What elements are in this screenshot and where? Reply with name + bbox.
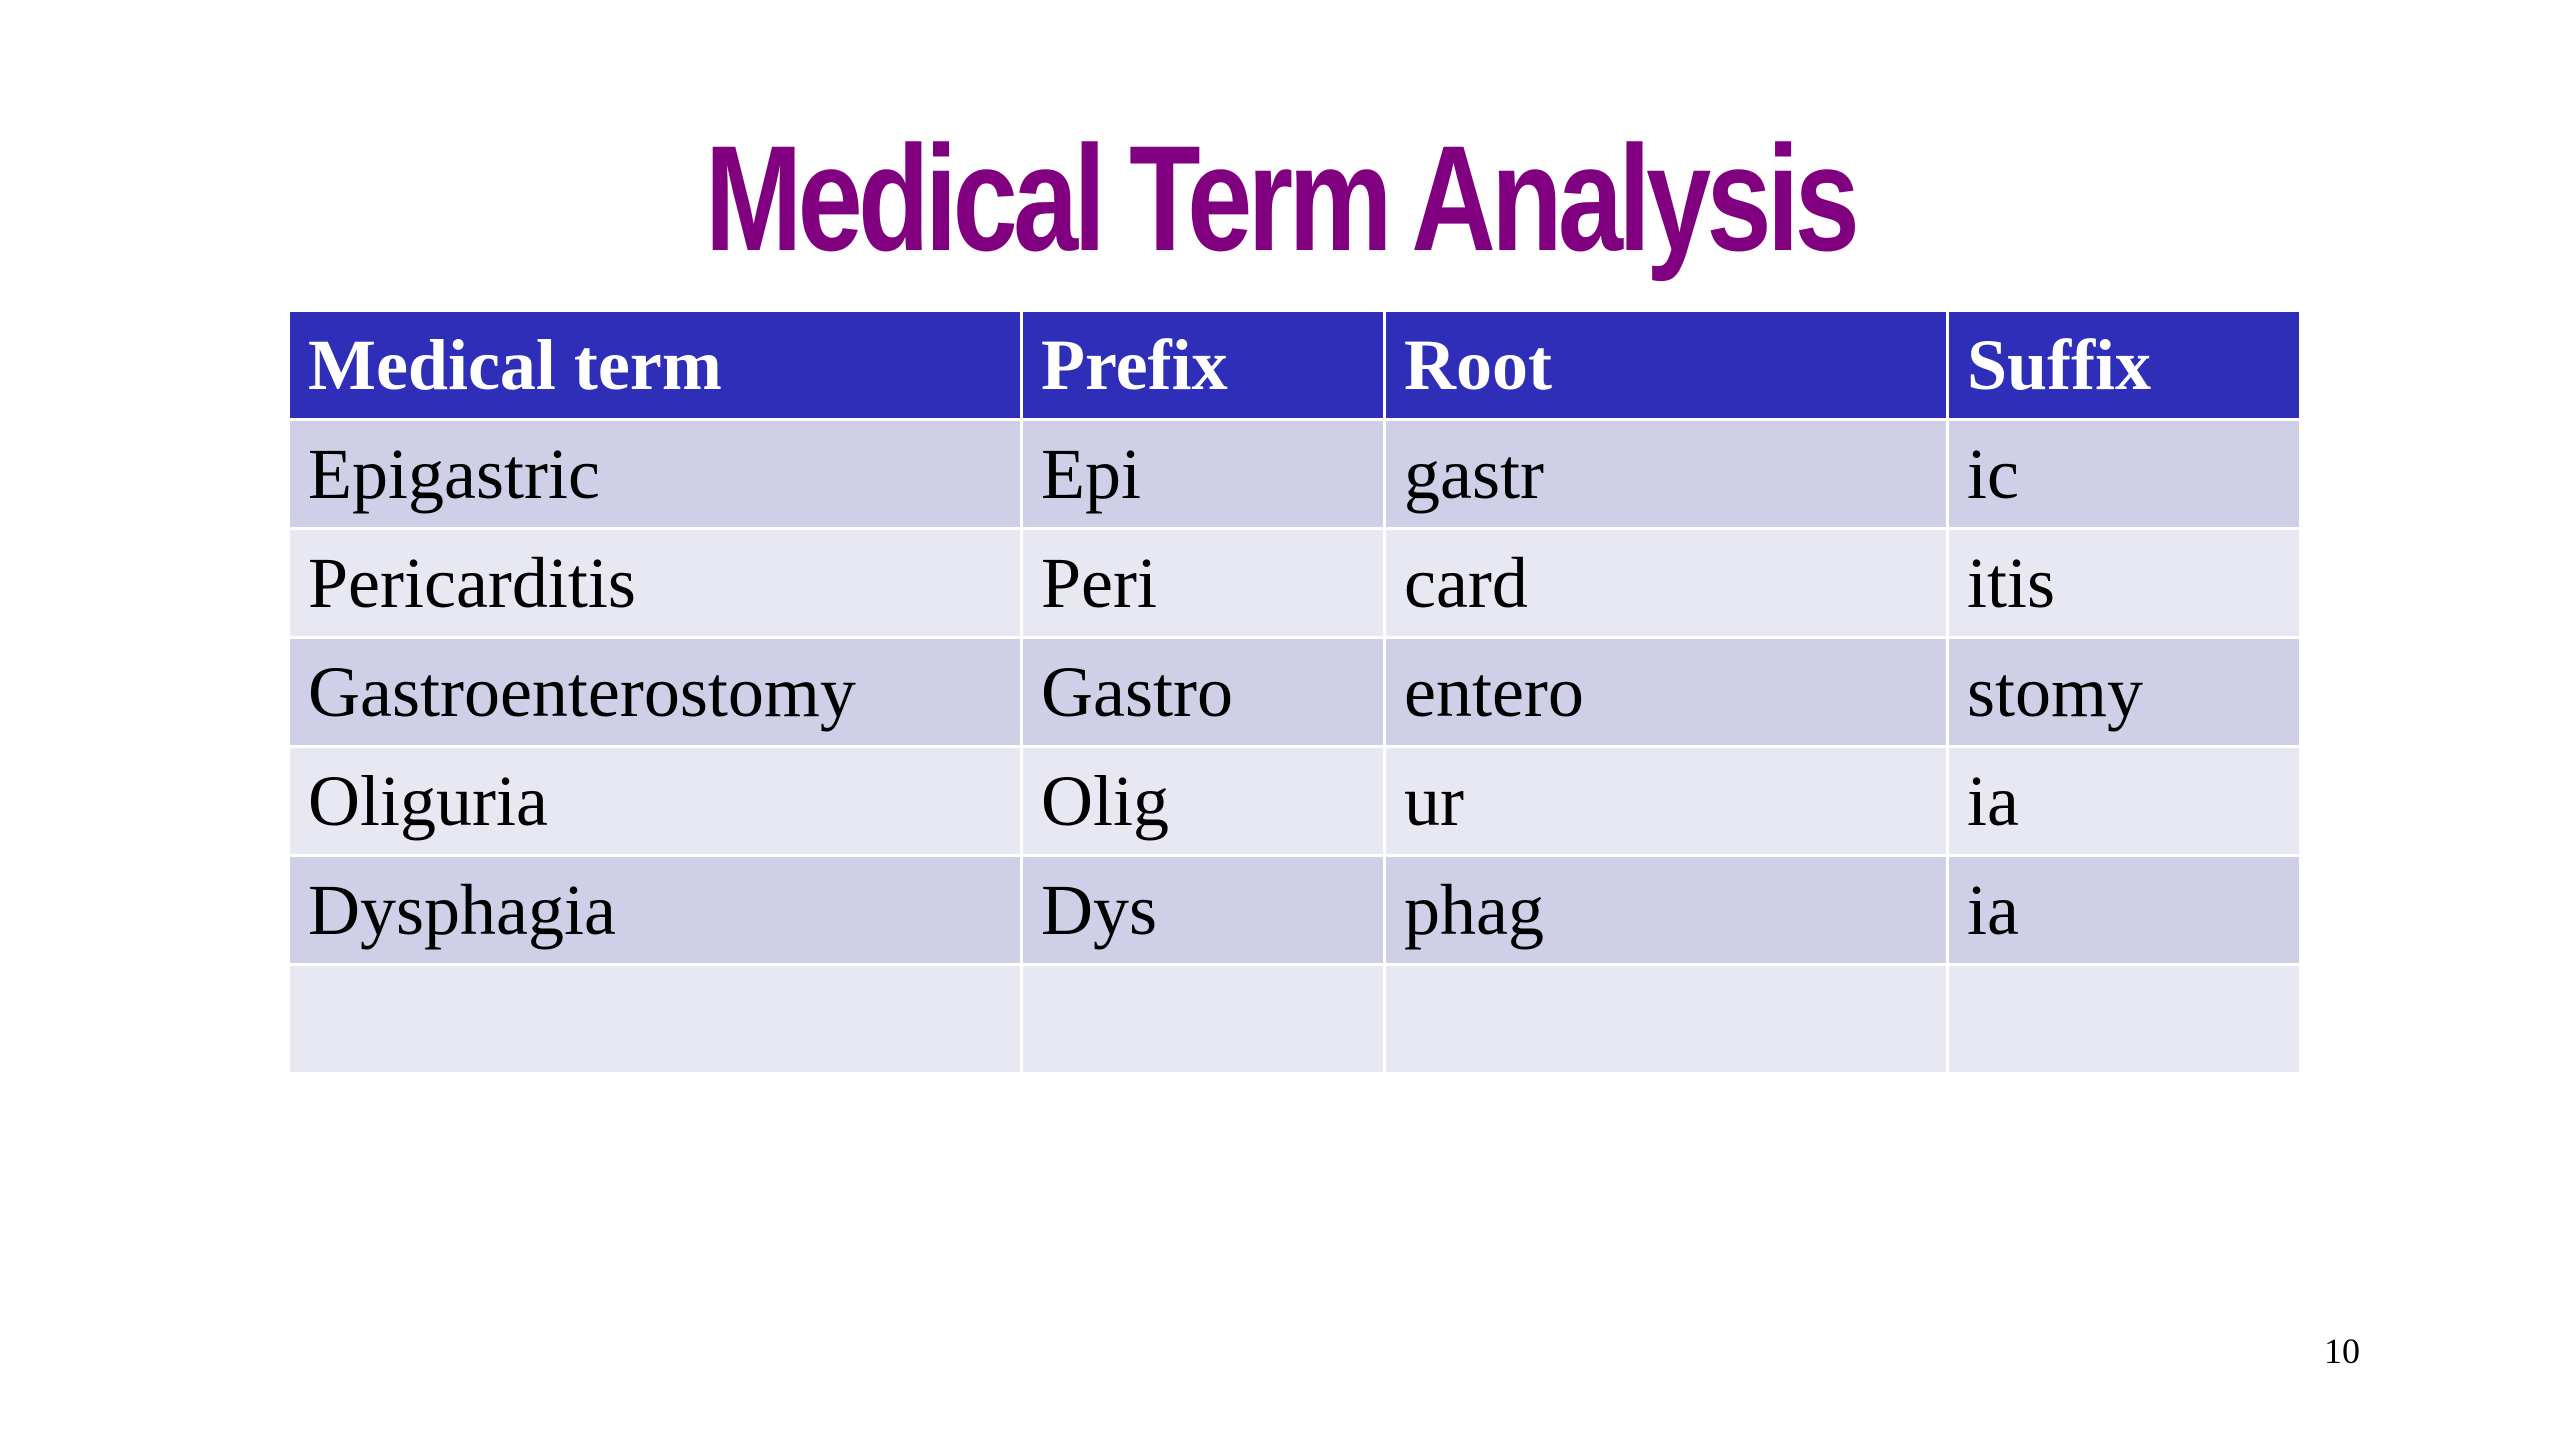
cell-root xyxy=(1386,966,1946,1072)
cell-suffix xyxy=(1949,966,2299,1072)
table-row xyxy=(290,639,2299,745)
cell-medical-term: Pericarditis xyxy=(290,530,1020,636)
header-medical-term: Medical term xyxy=(290,312,1020,418)
cell-prefix: Peri xyxy=(1023,530,1383,636)
table-row xyxy=(290,421,2299,527)
cell-medical-term: Dysphagia xyxy=(290,857,1020,963)
header-prefix: Prefix xyxy=(1023,312,1383,418)
cell-medical-term: Oliguria xyxy=(290,748,1020,854)
cell-suffix: ia xyxy=(1949,748,2299,854)
table-row-empty xyxy=(290,966,2299,1072)
cell-prefix: Olig xyxy=(1023,748,1383,854)
table-row xyxy=(290,857,2299,963)
cell-medical-term xyxy=(290,966,1020,1072)
cell-medical-term: Epigastric xyxy=(290,421,1020,527)
cell-prefix: Gastro xyxy=(1023,639,1383,745)
cell-prefix: Dys xyxy=(1023,857,1383,963)
cell-suffix: stomy xyxy=(1949,639,2299,745)
table-header-row xyxy=(290,312,2299,418)
cell-root: entero xyxy=(1386,639,1946,745)
cell-suffix: ic xyxy=(1949,421,2299,527)
cell-suffix: ia xyxy=(1949,857,2299,963)
table-row xyxy=(290,748,2299,854)
slide-title: Medical Term Analysis xyxy=(704,114,1856,282)
page-number: 10 xyxy=(2324,1331,2360,1371)
header-suffix: Suffix xyxy=(1949,312,2299,418)
cell-prefix xyxy=(1023,966,1383,1072)
cell-root: card xyxy=(1386,530,1946,636)
cell-prefix: Epi xyxy=(1023,421,1383,527)
cell-root: phag xyxy=(1386,857,1946,963)
table-row xyxy=(290,530,2299,636)
cell-root: gastr xyxy=(1386,421,1946,527)
header-root: Root xyxy=(1386,312,1946,418)
cell-suffix: itis xyxy=(1949,530,2299,636)
cell-medical-term: Gastroenterostomy xyxy=(290,639,1020,745)
term-analysis-table xyxy=(287,309,2302,1075)
cell-root: ur xyxy=(1386,748,1946,854)
